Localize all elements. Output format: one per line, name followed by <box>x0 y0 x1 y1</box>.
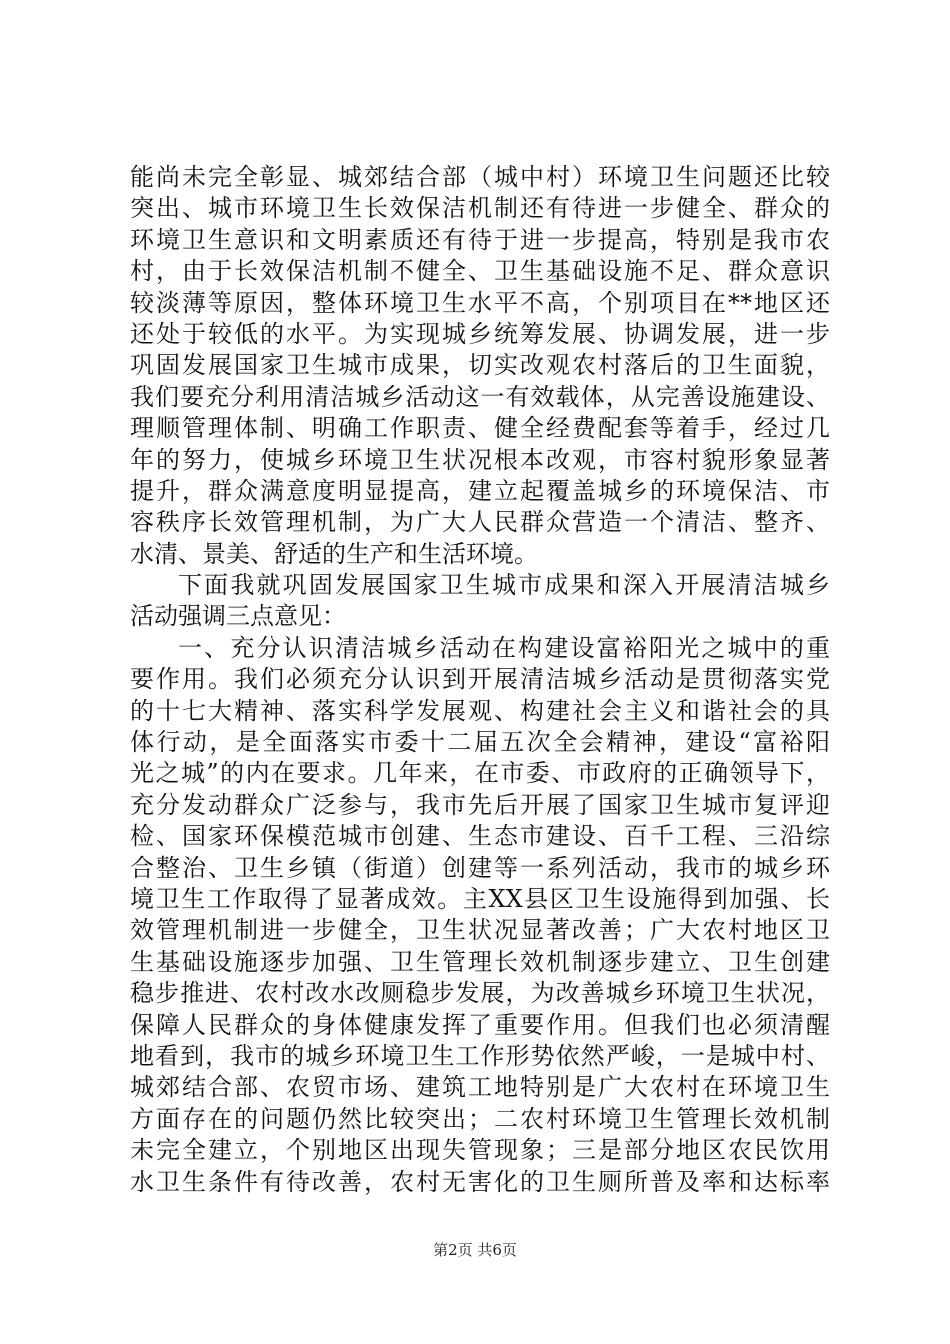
body-text-line: 容秩序长效管理机制，为广大人民群众营造一个清洁、整齐、 <box>130 508 830 537</box>
body-text-line: 年的努力，使城乡环境卫生状况根本改观，市容村貌形象显著 <box>130 445 830 474</box>
body-text-line: 突出、城市环境卫生长效保洁机制还有待进一步健全、群众的 <box>130 194 830 223</box>
body-text-line: 村，由于长效保洁机制不健全、卫生基础设施不足、群众意识 <box>130 257 830 286</box>
body-text-line: 光之城”的内在要求。几年来，在市委、市政府的正确领导下， <box>130 759 830 788</box>
body-text-line: 能尚未完全彰显、城郊结合部（城中村）环境卫生问题还比较 <box>130 163 830 191</box>
body-text-line: 活动强调三点意见： <box>130 602 346 631</box>
body-text-line: 较淡薄等原因，整体环境卫生水平不高，个别项目在**地区还 <box>130 288 830 317</box>
body-text-line: 效管理机制进一步健全，卫生状况显著改善；广大农村地区卫 <box>130 916 830 945</box>
body-text-line: 城郊结合部、农贸市场、建筑工地特别是广大农村在环境卫生 <box>130 1073 830 1102</box>
document-body <box>130 162 830 1198</box>
body-text-line: 水卫生条件有待改善，农村无害化的卫生厕所普及率和达标率 <box>130 1167 830 1196</box>
body-text-line: 地看到，我市的城乡环境卫生工作形势依然严峻，一是城中村、 <box>130 1041 830 1070</box>
body-text-line: 生基础设施逐步加强、卫生管理长效机制逐步建立、卫生创建 <box>130 947 830 976</box>
body-text-line: 方面存在的问题仍然比较突出；二农村环境卫生管理长效机制 <box>130 1104 830 1133</box>
body-text-line: 合整治、卫生乡镇（街道）创建等一系列活动，我市的城乡环 <box>130 853 830 882</box>
body-text-line: 下面我就巩固发展国家卫生城市成果和深入开展清洁城乡 <box>178 571 830 600</box>
body-text-line: 理顺管理体制、明确工作职责、健全经费配套等着手，经过几 <box>130 414 830 443</box>
body-text-line: 的十七大精神、落实科学发展观、构建社会主义和谐社会的具 <box>130 696 830 725</box>
body-text-line: 巩固发展国家卫生城市成果，切实改观农村落后的卫生面貌， <box>130 351 830 380</box>
body-text-line: 体行动，是全面落实市委十二届五次全会精神，建设“富裕阳 <box>130 728 830 757</box>
body-text-line: 还处于较低的水平。为实现城乡统筹发展、协调发展，进一步 <box>130 319 830 348</box>
page-number: 第2页 共6页 <box>433 1241 517 1259</box>
body-text-line: 稳步推进、农村改水改厕稳步发展，为改善城乡环境卫生状况， <box>130 979 830 1008</box>
body-text-line: 保障人民群众的身体健康发挥了重要作用。但我们也必须清醒 <box>130 1010 830 1039</box>
body-text-line: 环境卫生意识和文明素质还有待于进一步提高，特别是我市农 <box>130 225 830 254</box>
body-text-line: 充分发动群众广泛参与，我市先后开展了国家卫生城市复评迎 <box>130 790 830 819</box>
body-text-line: 要作用。我们必须充分认识到开展清洁城乡活动是贯彻落实党 <box>130 665 830 694</box>
page-footer <box>0 1240 950 1260</box>
body-text-line: 检、国家环保模范城市创建、生态市建设、百千工程、三沿综 <box>130 822 830 851</box>
body-text-line: 我们要充分利用清洁城乡活动这一有效载体，从完善设施建设、 <box>130 382 830 411</box>
body-text-line: 提升，群众满意度明显提高，建立起覆盖城乡的环境保洁、市 <box>130 476 830 505</box>
body-text-line: 水清、景美、舒适的生产和生活环境。 <box>130 539 538 568</box>
body-text-line: 一、充分认识清洁城乡活动在构建设富裕阳光之城中的重 <box>178 633 830 662</box>
body-text-line: 境卫生工作取得了显著成效。主XX县区卫生设施得到加强、长 <box>130 884 830 913</box>
body-text-line: 未完全建立，个别地区出现失管现象；三是部分地区农民饮用 <box>130 1136 830 1165</box>
